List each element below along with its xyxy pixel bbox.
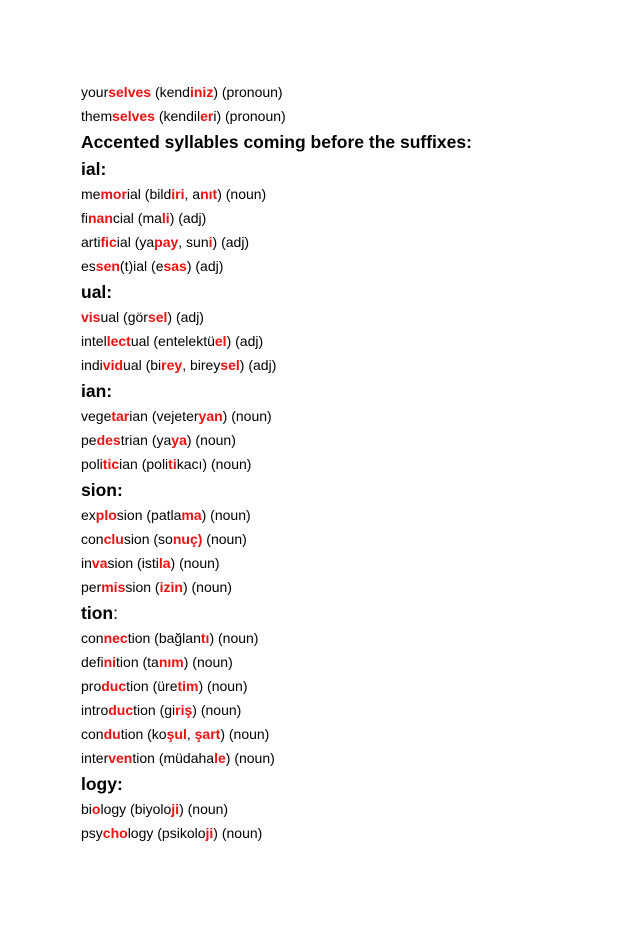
accented-syllable: o [91, 801, 101, 817]
vocabulary-entry [81, 254, 601, 278]
vocabulary-entry [81, 575, 601, 599]
accented-syllable: nan [88, 210, 113, 226]
accented-syllable: du [103, 726, 121, 742]
entry-text: tion [81, 603, 114, 623]
entry-text: logy (biyolo [100, 801, 172, 817]
vocabulary-entry [81, 674, 601, 698]
entry-text: them [81, 108, 113, 124]
entry-text: ) (noun) [217, 186, 267, 202]
accented-syllable: şul [166, 726, 187, 742]
vocabulary-entry [81, 698, 601, 722]
entry-text: bi [81, 801, 92, 817]
vocabulary-entry [81, 404, 601, 428]
accented-syllable: şart [194, 726, 221, 742]
entry-text: ian: [81, 381, 113, 401]
accented-syllable: fic [100, 234, 117, 250]
suffix-heading [81, 378, 601, 404]
entry-text: logy: [81, 774, 123, 794]
vocabulary-entry [81, 722, 601, 746]
entry-text: your [81, 84, 109, 100]
entry-text: , a [184, 186, 201, 202]
entry-text: sion ( [125, 579, 160, 595]
accented-syllable: sas [163, 258, 187, 274]
entry-text: sion: [81, 480, 123, 500]
entry-text: ) (noun) [209, 630, 259, 646]
entry-text: ial (bild [126, 186, 172, 202]
entry-text: ) (adj) [226, 333, 264, 349]
entry-text: Accented syllables coming before the suffixes: [81, 132, 472, 152]
entry-text: inter [81, 750, 109, 766]
vocabulary-entry [81, 230, 601, 254]
suffix-heading [81, 600, 601, 626]
accented-syllable: mor [100, 186, 127, 202]
accented-syllable: vis [81, 309, 101, 325]
section-title [81, 129, 601, 155]
entry-text: cial (ma [112, 210, 162, 226]
accented-syllable: selves [108, 84, 152, 100]
entry-text: ) (adj) [212, 234, 250, 250]
accented-syllable: pay [154, 234, 179, 250]
entry-text: ) (noun) [170, 555, 220, 571]
entry-text: me [81, 186, 101, 202]
entry-text: tion (ko [120, 726, 167, 742]
accented-syllable: ma [181, 507, 202, 523]
accented-syllable: ji [205, 825, 214, 841]
entry-text: ian (vejeter [129, 408, 199, 424]
accented-syllable: li [161, 210, 170, 226]
entry-text: es [81, 258, 96, 274]
accented-syllable: er [200, 108, 214, 124]
accented-syllable: nıt [200, 186, 218, 202]
accented-syllable: sel [220, 357, 240, 373]
entry-text: ) (noun) [220, 726, 270, 742]
accented-syllable: nec [103, 630, 128, 646]
entry-text: tion (müdaha [132, 750, 215, 766]
accented-syllable: tar [111, 408, 130, 424]
accented-syllable: va [91, 555, 108, 571]
entry-text: defi [81, 654, 104, 670]
entry-text: ) (noun) [213, 825, 263, 841]
entry-text: , [186, 726, 195, 742]
accented-syllable: ti [168, 456, 177, 472]
entry-text: ) (noun) [225, 750, 275, 766]
entry-text: intro [81, 702, 109, 718]
vocabulary-entry [81, 80, 601, 104]
accented-syllable: sen [95, 258, 120, 274]
vocabulary-entry [81, 104, 601, 128]
suffix-heading [81, 279, 601, 305]
accented-syllable: ji [171, 801, 180, 817]
accented-syllable: mis [101, 579, 126, 595]
entry-text: logy (psikolo [127, 825, 206, 841]
entry-text: ) (pronoun) [213, 84, 283, 100]
entry-text: sion (so [123, 531, 173, 547]
vocabulary-entry [81, 452, 601, 476]
entry-text: ial (ya [116, 234, 155, 250]
entry-text: (kendil [154, 108, 201, 124]
vocabulary-entry [81, 428, 601, 452]
accented-syllable: tı [200, 630, 210, 646]
accented-syllable: vid [102, 357, 124, 373]
entry-text: ual (entelektü [130, 333, 215, 349]
suffix-heading [81, 156, 601, 182]
entry-text: intel [81, 333, 107, 349]
accented-syllable: tim [177, 678, 199, 694]
entry-text: arti [81, 234, 101, 250]
entry-text: poli [81, 456, 103, 472]
accented-syllable: iniz [189, 84, 214, 100]
entry-text: con [81, 630, 104, 646]
entry-text: : [113, 603, 118, 623]
accented-syllable: riş [175, 702, 193, 718]
entry-text: ) (noun) [179, 801, 229, 817]
entry-text: per [81, 579, 102, 595]
entry-text: , birey [182, 357, 221, 373]
entry-text: ial: [81, 159, 107, 179]
entry-text: ex [81, 507, 96, 523]
vocabulary-entry [81, 305, 601, 329]
accented-syllable: i [208, 234, 213, 250]
entry-text: ) (noun) [222, 408, 272, 424]
entry-text: ) (adj) [186, 258, 224, 274]
vocabulary-entry [81, 503, 601, 527]
vocabulary-entry [81, 821, 601, 845]
entry-text: (noun) [202, 531, 247, 547]
entry-text: ian (poli [119, 456, 169, 472]
accented-syllable: yan [198, 408, 223, 424]
entry-text: (t)ial (e [119, 258, 164, 274]
suffix-heading [81, 477, 601, 503]
entry-text: ) (adj) [167, 309, 204, 325]
accented-syllable: des [96, 432, 121, 448]
entry-text: fi [81, 210, 88, 226]
entry-text: ual: [81, 282, 113, 302]
accented-syllable: izin [159, 579, 183, 595]
accented-syllable: plo [95, 507, 117, 523]
accented-syllable: tic [102, 456, 120, 472]
entry-text: in [81, 555, 92, 571]
vocabulary-entry [81, 650, 601, 674]
entry-text: ) (noun) [182, 579, 232, 595]
entry-text: vege [81, 408, 112, 424]
vocabulary-entry [81, 746, 601, 770]
accented-syllable: le [214, 750, 226, 766]
entry-text: ) (adj) [169, 210, 207, 226]
entry-text: sion (isti [107, 555, 159, 571]
accented-syllable: ven [108, 750, 133, 766]
entry-text: ual (bi [123, 357, 162, 373]
entry-text: tion (gi [133, 702, 176, 718]
accented-syllable: el [214, 333, 227, 349]
entry-text: pe [81, 432, 97, 448]
entry-text: psy [81, 825, 103, 841]
entry-text: indi [81, 357, 103, 373]
vocabulary-entry [81, 329, 601, 353]
vocabulary-entry [81, 353, 601, 377]
accented-syllable: ya [171, 432, 187, 448]
accented-syllable: nım [158, 654, 184, 670]
entry-text: i) (pronoun) [213, 108, 286, 124]
entry-text: tion (üre [126, 678, 178, 694]
accented-syllable: lect [106, 333, 131, 349]
entry-text: trian (ya [120, 432, 172, 448]
vocabulary-entry [81, 797, 601, 821]
entry-text: pro [81, 678, 102, 694]
accented-syllable: rey [161, 357, 183, 373]
vocabulary-entry [81, 527, 601, 551]
accented-syllable: ni [103, 654, 117, 670]
accented-syllable: duc [101, 678, 127, 694]
entry-text: ual (gör [100, 309, 148, 325]
entry-text: ) (noun) [192, 702, 242, 718]
entry-text: , sun [178, 234, 209, 250]
accented-syllable: sel [147, 309, 168, 325]
accented-syllable: clu [103, 531, 124, 547]
entry-text: tion (ta [116, 654, 159, 670]
entry-text: ) (noun) [186, 432, 236, 448]
entry-text: sion (patla [116, 507, 182, 523]
vocabulary-entry [81, 206, 601, 230]
accented-syllable: nuç) [172, 531, 203, 547]
entry-text: ) (noun) [183, 654, 233, 670]
accented-syllable: iri [171, 186, 185, 202]
vocabulary-entry [81, 551, 601, 575]
entry-text: ) (noun) [198, 678, 248, 694]
entry-text: con [81, 531, 104, 547]
entry-text: ) (adj) [239, 357, 277, 373]
accented-syllable: cho [102, 825, 128, 841]
document-page [81, 80, 601, 845]
accented-syllable: duc [108, 702, 134, 718]
vocabulary-entry [81, 182, 601, 206]
accented-syllable: la [158, 555, 171, 571]
suffix-heading [81, 771, 601, 797]
accented-syllable: selves [112, 108, 155, 124]
entry-text: (kend [151, 84, 190, 100]
vocabulary-entry [81, 626, 601, 650]
entry-text: kacı) (noun) [176, 456, 252, 472]
entry-text: ) (noun) [201, 507, 251, 523]
entry-text: con [81, 726, 104, 742]
entry-text: tion (bağlan [127, 630, 201, 646]
